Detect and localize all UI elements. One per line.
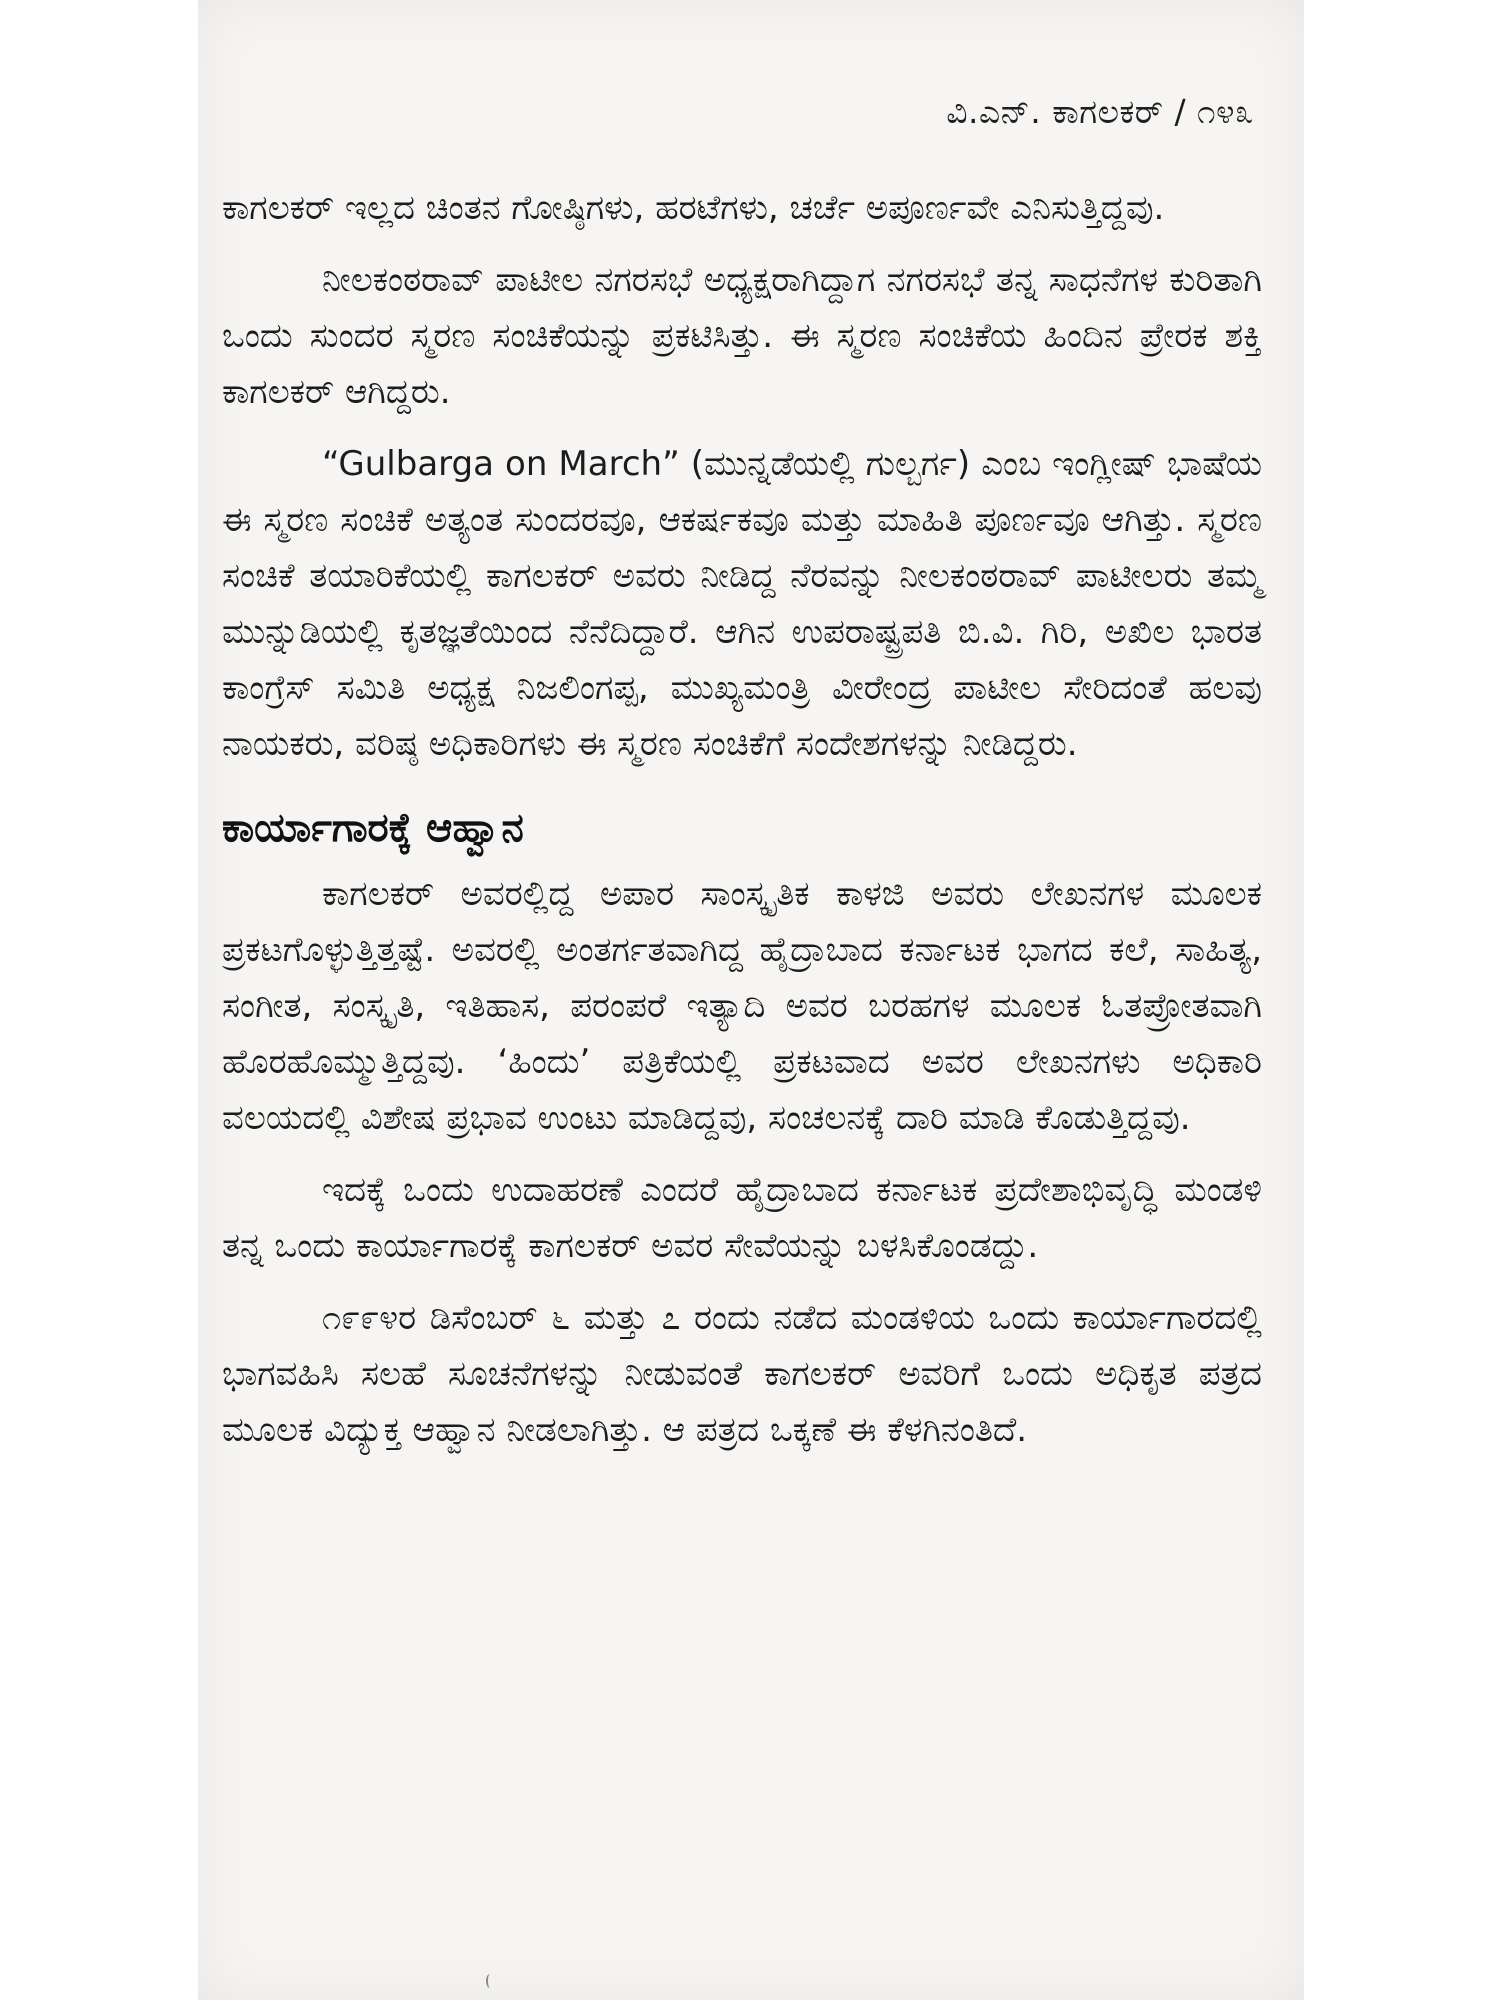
section-paragraph-2: ಇದಕ್ಕೆ ಒಂದು ಉದಾಹರಣೆ ಎಂದರೆ ಹೈದ್ರಾಬಾದ ಕರ್ನಾಟಕ ಪ್ರದೇಶಾಭಿವೃದ್ಧಿ ಮಂಡಳಿ ತನ್ನ ಒಂದು ಕಾರ್ಯಾಗಾರಕ್ಕೆ ಕಾಗಲಕರ್ ಅವರ ಸೇವೆಯನ್ನು ಬಳಸಿಕೊಂಡದ್ದು.: [222, 1170, 1262, 1266]
section-paragraph-1: ಕಾಗಲಕರ್ ಅವರಲ್ಲಿದ್ದ ಅಪಾರ ಸಾಂಸ್ಕೃತಿಕ ಕಾಳಜಿ ಅವರು ಲೇಖನಗಳ ಮೂಲಕ ಪ್ರಕಟಗೊಳ್ಳುತ್ತಿತ್ತಷ್ಟೆ. ಅವರಲ್ಲಿ ಅಂತರ್ಗತವಾಗಿದ್ದ ಹೈದ್ರಾಬಾದ ಕರ್ನಾಟಕ ಭಾಗದ ಕಲೆ, ಸಾಹಿತ್ಯ, ಸಂಗೀತ, ಸಂಸ್ಕೃತಿ, ಇತಿಹಾಸ, ಪರಂಪರೆ ಇತ್ಯಾದಿ ಅವರ ಬರಹಗಳ ಮೂಲಕ ಓತಪ್ರೋತವಾಗಿ ಹೊರಹೊಮ್ಮುತ್ತಿದ್ದವು. ‘ಹಿಂದು’ ಪತ್ರಿಕೆಯಲ್ಲಿ ಪ್ರಕಟವಾದ ಅವರ ಲೇಖನಗಳು ಅಧಿಕಾರಿ ವಲಯದಲ್ಲಿ ವಿಶೇಷ ಪ್ರಭಾವ ಉಂಟು ಮಾಡಿದ್ದವು, ಸಂಚಲನಕ್ಕೆ ದಾರಿ ಮಾಡಿ ಕೊಡುತ್ತಿದ್ದವು.: [222, 874, 1262, 1138]
section-heading: ಕಾರ್ಯಾಗಾರಕ್ಕೆ ಆಹ್ವಾನ: [222, 805, 524, 851]
paper-speck-mark: [486, 1974, 494, 1988]
paragraph-2: ನೀಲಕಂಠರಾವ್ ಪಾಟೀಲ ನಗರಸಭೆ ಅಧ್ಯಕ್ಷರಾಗಿದ್ದಾಗ ನಗರಸಭೆ ತನ್ನ ಸಾಧನೆಗಳ ಕುರಿತಾಗಿ ಒಂದು ಸುಂದರ ಸ್ಮರಣ ಸಂಚಿಕೆಯನ್ನು ಪ್ರಕಟಿಸಿತ್ತು. ಈ ಸ್ಮರಣ ಸಂಚಿಕೆಯ ಹಿಂದಿನ ಪ್ರೇರಕ ಶಕ್ತಿ ಕಾಗಲಕರ್ ಆಗಿದ್ದರು.: [222, 260, 1262, 412]
running-head: ವಿ.ಎನ್. ಕಾಗಲಕರ್ / ೧೪೩: [946, 92, 1254, 131]
paragraph-3: “Gulbarga on March” (ಮುನ್ನಡೆಯಲ್ಲಿ ಗುಲ್ಬರ್ಗ) ಎಂಬ ಇಂಗ್ಲೀಷ್ ಭಾಷೆಯ ಈ ಸ್ಮರಣ ಸಂಚಿಕೆ ಅತ್ಯಂತ ಸುಂದರವೂ, ಆಕರ್ಷಕವೂ ಮತ್ತು ಮಾಹಿತಿ ಪೂರ್ಣವೂ ಆಗಿತ್ತು. ಸ್ಮರಣ ಸಂಚಿಕೆ ತಯಾರಿಕೆಯಲ್ಲಿ ಕಾಗಲಕರ್ ಅವರು ನೀಡಿದ್ದ ನೆರವನ್ನು ನೀಲಕಂಠರಾವ್ ಪಾಟೀಲರು ತಮ್ಮ ಮುನ್ನುಡಿಯಲ್ಲಿ ಕೃತಜ್ಞತೆಯಿಂದ ನೆನೆದಿದ್ದಾರೆ. ಆಗಿನ ಉಪರಾಷ್ಟ್ರಪತಿ ಬಿ.ವಿ. ಗಿರಿ, ಅಖಿಲ ಭಾರತ ಕಾಂಗ್ರೆಸ್ ಸಮಿತಿ ಅಧ್ಯಕ್ಷ ನಿಜಲಿಂಗಪ್ಪ, ಮುಖ್ಯಮಂತ್ರಿ ವೀರೇಂದ್ರ ಪಾಟೀಲ ಸೇರಿದಂತೆ ಹಲವು ನಾಯಕರು, ವರಿಷ್ಠ ಅಧಿಕಾರಿಗಳು ಈ ಸ್ಮರಣ ಸಂಚಿಕೆಗೆ ಸಂದೇಶಗಳನ್ನು ನೀಡಿದ್ದರು.: [222, 444, 1262, 764]
paragraph-1: ಕಾಗಲಕರ್ ಇಲ್ಲದ ಚಿಂತನ ಗೋಷ್ಠಿಗಳು, ಹರಟೆಗಳು, ಚರ್ಚೆ ಅಪೂರ್ಣವೇ ಎನಿಸುತ್ತಿದ್ದವು.: [222, 188, 1165, 228]
section-paragraph-3: ೧೯೯೪ರ ಡಿಸೆಂಬರ್ ೬ ಮತ್ತು ೭ ರಂದು ನಡೆದ ಮಂಡಳಿಯ ಒಂದು ಕಾರ್ಯಾಗಾರದಲ್ಲಿ ಭಾಗವಹಿಸಿ ಸಲಹೆ ಸೂಚನೆಗಳನ್ನು ನೀಡುವಂತೆ ಕಾಗಲಕರ್ ಅವರಿಗೆ ಒಂದು ಅಧಿಕೃತ ಪತ್ರದ ಮೂಲಕ ವಿದ್ಯುಕ್ತ ಆಹ್ವಾನ ನೀಡಲಾಗಿತ್ತು. ಆ ಪತ್ರದ ಒಕ್ಕಣೆ ಈ ಕೆಳಗಿನಂತಿದೆ.: [222, 1298, 1262, 1450]
page-body: [222, 180, 1262, 1474]
book-page: [198, 0, 1304, 2000]
